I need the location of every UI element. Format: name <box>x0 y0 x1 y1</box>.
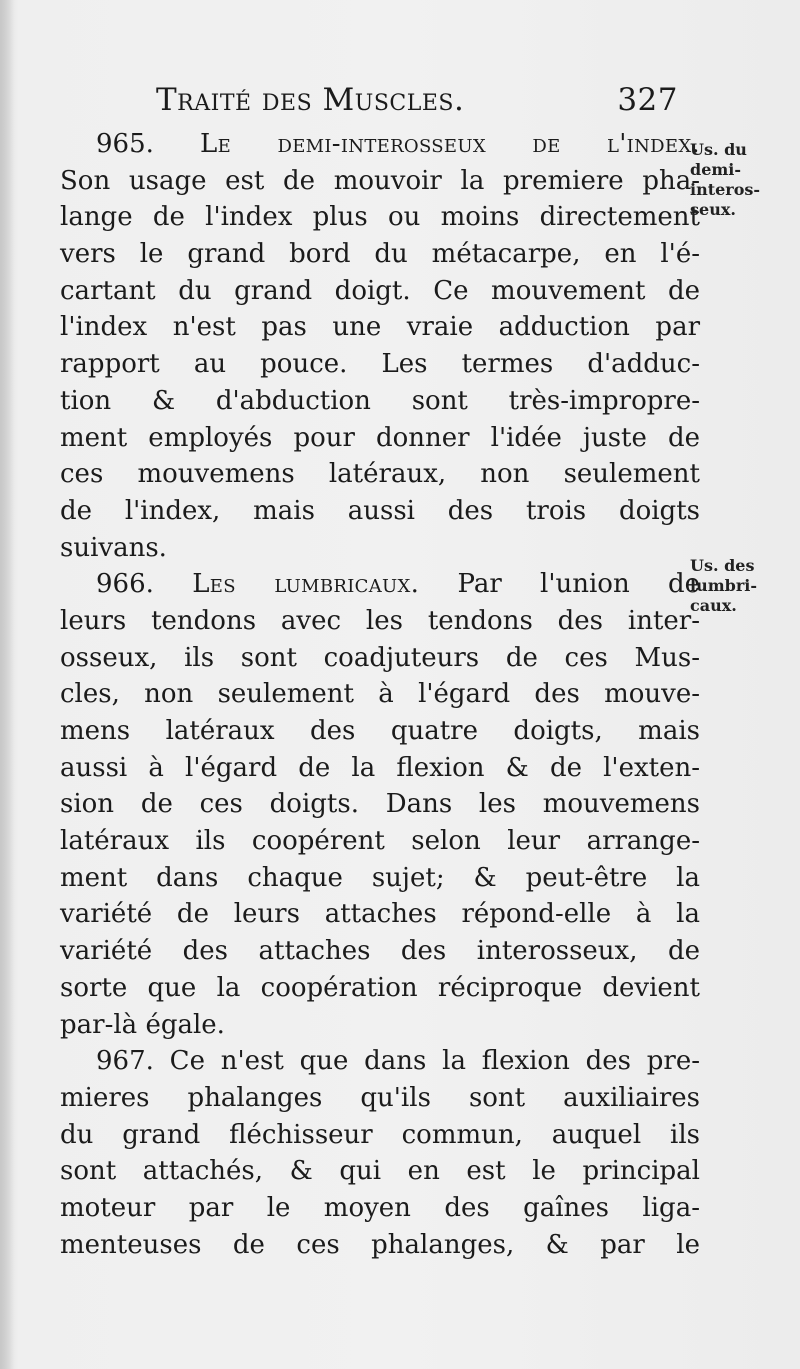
text-line: sion de ces doigts. Dans les mouvemens <box>60 789 700 820</box>
binding-shadow <box>0 0 14 1369</box>
text-block <box>60 126 700 1263</box>
margin-note-line: Us. du <box>690 140 747 159</box>
margin-note-line: seux. <box>690 200 736 219</box>
running-title: Traité des Muscles. <box>156 82 465 118</box>
margin-note-line: Us. des <box>690 556 755 575</box>
paragraph-number: 966. <box>96 569 154 600</box>
margin-note-line: lumbri- <box>690 576 757 595</box>
paragraph-heading: Les lumbricaux. <box>192 569 420 600</box>
text-line: sorte que la coopération réciproque devient <box>60 972 700 1003</box>
text-fragment: Ce n'est que dans la flexion des pre- <box>169 1046 701 1077</box>
paragraph-965-heading-line <box>60 126 700 163</box>
text-line: ment dans chaque sujet; & peut-être la <box>60 862 700 893</box>
text-line: variété des attaches des interosseux, de <box>60 936 700 967</box>
text-line: ces mouvemens latéraux, non seulement <box>60 459 700 490</box>
paragraph-966-heading-line <box>60 566 700 603</box>
text-line: vers le grand bord du métacarpe, en l'é- <box>60 239 700 270</box>
paragraph-heading: Le demi-interosseux de l'index. <box>200 129 700 159</box>
page-number: 327 <box>617 82 678 118</box>
text-line: latéraux ils coopérent selon leur arrange- <box>60 826 700 857</box>
text-line: ment employés pour donner l'idée juste de <box>60 422 700 453</box>
text-line: de l'index, mais aussi des trois doigts <box>60 495 700 526</box>
margin-note-line: demi- <box>690 160 742 179</box>
text-line: par-là égale. <box>60 1009 225 1040</box>
text-line: mens latéraux des quatre doigts, mais <box>60 716 700 746</box>
text-line: Son usage est de mouvoir la premiere pha- <box>60 165 700 196</box>
text-line: lange de l'index plus ou moins directement <box>60 202 700 233</box>
text-line: du grand fléchisseur commun, auquel ils <box>60 1119 700 1150</box>
text-line: l'index n'est pas une vraie adduction par <box>60 312 700 343</box>
text-line: tion & d'abduction sont très-impropre- <box>60 385 700 416</box>
text-line: moteur par le moyen des gaînes liga- <box>60 1192 700 1223</box>
text-line: leurs tendons avec les tendons des inter- <box>60 605 700 636</box>
margin-note-demi-interosseux <box>690 140 800 220</box>
text-line: sont attachés, & qui en est le principal <box>60 1156 700 1187</box>
text-line: mieres phalanges qu'ils sont auxiliaires <box>60 1082 700 1113</box>
text-line: cartant du grand doigt. Ce mouvement de <box>60 275 700 306</box>
text-fragment: Par l'union de <box>457 569 701 600</box>
text-line: suivans. <box>60 532 167 563</box>
text-line: aussi à l'égard de la flexion & de l'exten- <box>60 752 700 783</box>
text-line: variété de leurs attaches répond-elle à la <box>60 899 700 930</box>
margin-note-lumbricaux <box>690 556 800 616</box>
paragraph-number: 967. <box>96 1046 154 1077</box>
margin-note-line: interos- <box>690 180 761 199</box>
running-head <box>156 82 686 130</box>
text-line: rapport au pouce. Les termes d'adduc- <box>60 349 700 380</box>
margin-note-line: caux. <box>690 596 737 615</box>
text-line: menteuses de ces phalanges, & par le <box>60 1229 700 1260</box>
text-line: osseux, ils sont coadjuteurs de ces Mus- <box>60 642 700 673</box>
text-line: cles, non seulement à l'égard des mouve- <box>60 679 700 710</box>
paragraph-967-first-line <box>60 1043 700 1080</box>
paragraph-number: 965. <box>96 129 154 159</box>
